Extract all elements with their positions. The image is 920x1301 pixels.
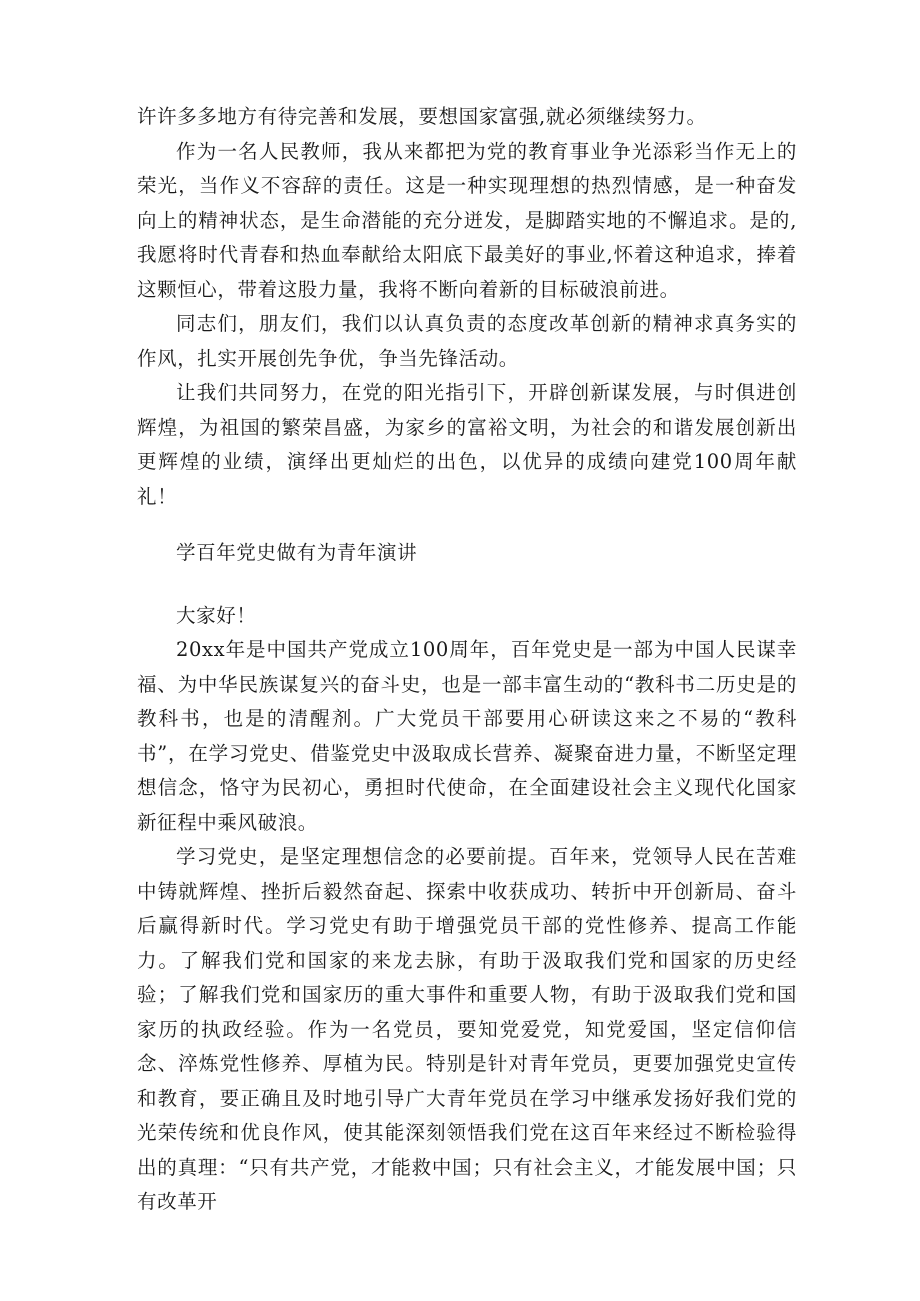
speech-title: 学百年党史做有为青年演讲 (176, 541, 418, 564)
title-gap (137, 571, 797, 599)
paragraph-comrades: 同志们，朋友们，我们以认真负责的态度改革创新的精神求真务实的作风，扎实开展创先争优，争当先锋活动。 (137, 312, 797, 370)
greeting: 大家好！ (176, 603, 257, 627)
paragraph-study-history: 学习党史，是坚定理想信念的必要前提。百年来，党领导人民在苦难中铸就辉煌、挫折后毅然奋起、探索中收获成功、转折中开创新局、奋斗后赢得新时代。学习党史有助于增强党员干部的党性修养、提高工作能力。了解我们党和国家的来龙去脉，有助于汲取我们党和国家的历史经验；了解我们党和国家历的重大事件和重要人物，有助于汲取我们党和国家历的执政经验。作为一名党员，要知党爱党，知党爱国，坚定信仰信念、淬炼党性修养、厚植为民。特别是针对青年党员，更要加强党史宣传和教育，要正确且及时地引导广大青年党员在学习中继承发扬好我们党的光荣传统和优良作风，使其能深刻领悟我们党在这百年来经过不断检验得出的真理：“只有共产党，才能救中国；只有社会主义，才能发展中国；只有改革开 (137, 845, 797, 1213)
section-gap (137, 514, 797, 536)
document-page (137, 100, 797, 1220)
paragraph-continuation: 许许多多地方有待完善和发展，要想国家富强,就必须继续努力。 (137, 105, 707, 128)
paragraph-closing: 让我们共同努力，在党的阳光指引下，开辟创新谋发展，与时俱进创辉煌，为祖国的繁荣昌盛，为家乡的富裕文明，为社会的和谐发展创新出更辉煌的业绩，演绎出更灿烂的出色，以优异的成绩向建党100周年献礼！ (137, 381, 797, 508)
paragraph-party-history: 20xx年是中国共产党成立100周年，百年党史是一部为中国人民谋幸福、为中华民族谋复兴的奋斗史，也是一部丰富生动的“教科书二历史是的教科书，也是的清醒剂。广大党员干部要用心研读这来之不易的“教科书”，在学习党史、借鉴党史中汲取成长营养、凝聚奋进力量，不断坚定理想信念，恪守为民初心，勇担时代使命，在全面建设社会主义现代化国家新征程中乘风破浪。 (137, 638, 797, 834)
paragraph-teacher: 作为一名人民教师，我从来都把为党的教育事业争光添彩当作无上的荣光，当作义不容辞的责任。这是一种实现理想的热烈情感，是一种奋发向上的精神状态，是生命潜能的充分迸发，是脚踏实地的不懈追求。是的,我愿将时代青春和热血奉献给太阳底下最美好的事业,怀着这种追求，捧着这颗恒心，带着这股力量，我将不断向着新的目标破浪前进。 (137, 139, 797, 301)
